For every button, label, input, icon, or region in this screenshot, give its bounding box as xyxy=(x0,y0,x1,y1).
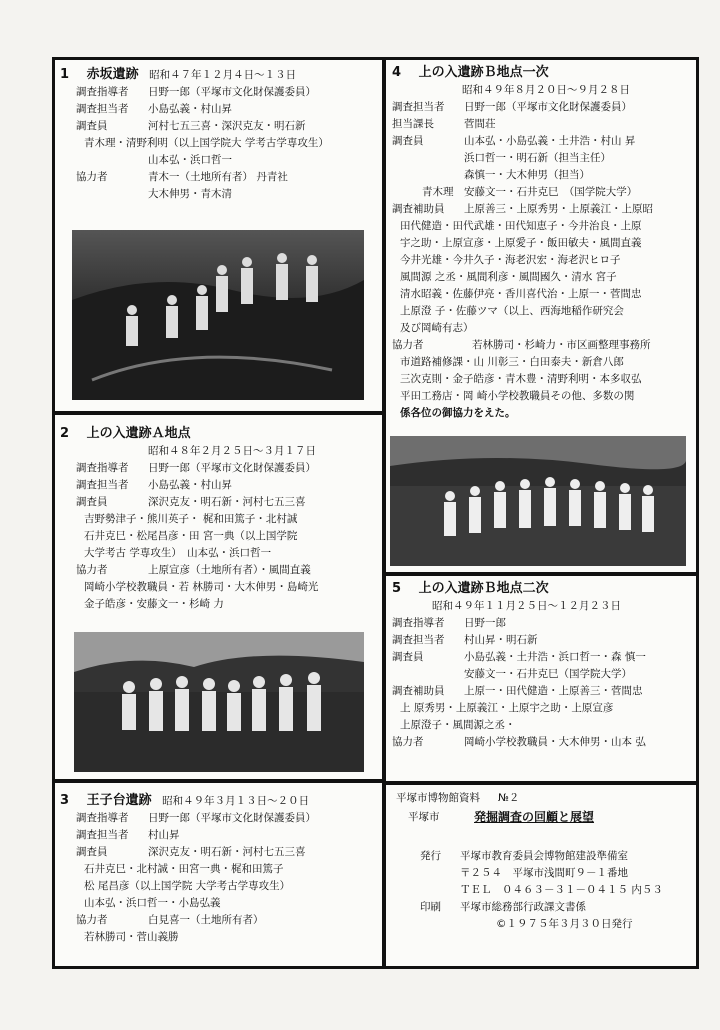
role-label: 調査担当者 xyxy=(76,103,129,115)
staff-continuation: 宇之助・上原宣彦・上原愛子・飯田敏夫・風間直義 xyxy=(400,237,642,249)
role-value: 日野一郎 xyxy=(464,617,506,629)
staff-continuation: 森慎一・大木伸男（担当） xyxy=(464,169,590,181)
staff-row xyxy=(392,734,692,751)
section-number: 5 xyxy=(392,581,402,596)
staff-row xyxy=(392,337,692,354)
staff-row xyxy=(392,99,692,116)
role-value: 村山昇・明石新 xyxy=(464,634,538,646)
role-label: 協力者 xyxy=(76,564,108,576)
staff-continuation: 上原澄 子・佐藤ツマ（以上、西海地稲作研究会 xyxy=(400,305,624,317)
section-4-heading xyxy=(392,64,692,82)
publisher-name: 平塚市教育委員会博物館建設準備室 xyxy=(460,850,628,862)
staff-continuation: 山本弘・浜口哲一 xyxy=(148,154,232,166)
role-label: 調査担当者 xyxy=(76,479,129,491)
survey-date: 昭和４８年２月２５日～３月１７日 xyxy=(148,445,316,457)
role-label: 協力者 xyxy=(76,171,108,183)
staff-continuation: 田代健造・田代武雄・田代知恵子・今井治良・上原 xyxy=(400,220,642,232)
staff-row xyxy=(76,118,378,135)
divider-4-5 xyxy=(383,572,696,576)
column-divider xyxy=(382,57,386,966)
issue-date: ©１９７５年３月３０日発行 xyxy=(496,918,633,930)
staff-continuation: 係各位の御協力をえた。 xyxy=(400,407,516,419)
role-value: 岡崎小学校教職員・大木伸男・山本 弘 xyxy=(464,736,646,748)
role-label: 調査指導者 xyxy=(76,812,129,824)
publisher-phone: ＴＥＬ ０４６３－３１－０４１５ 内５３ xyxy=(460,884,663,896)
staff-row xyxy=(76,84,378,101)
section-2 xyxy=(60,425,378,613)
site-name: 上の入遺跡Ａ地点 xyxy=(86,426,191,441)
role-value: 上原善三・上原秀男・上原義江・上原昭 xyxy=(464,203,653,215)
staff-row xyxy=(76,494,378,511)
staff-continuation: 上 原秀男・上原義江・上原宇之助・上原宣彦 xyxy=(400,702,614,714)
staff-continuation: 若林勝司・菅山義勝 xyxy=(84,931,179,943)
role-label: 調査担当者 xyxy=(392,634,445,646)
role-label: 協力者 xyxy=(392,736,424,748)
printer-name: 平塚市総務部行政課文書係 xyxy=(460,901,586,913)
publisher-city: 平塚市 xyxy=(408,811,440,823)
staff-continuation: 風間源 之丞・風間利彦・風間國久・清水 宮子 xyxy=(400,271,617,283)
role-label: 担当課長 xyxy=(392,118,434,130)
section-1-heading xyxy=(60,66,378,84)
role-label: 調査員 xyxy=(76,120,108,132)
role-label: 調査員 xyxy=(76,496,108,508)
staff-continuation: 吉野勢津子・熊川英子・ 梶和田篤子・北村誠 xyxy=(84,513,298,525)
staff-row xyxy=(76,844,378,861)
role-value: 小島弘義・村山昇 xyxy=(148,479,232,491)
section-number: 4 xyxy=(392,65,402,80)
site-name: 上の入遺跡Ｂ地点一次 xyxy=(418,65,549,80)
site-name: 赤坂遺跡 xyxy=(86,67,139,82)
series-name: 平塚市博物館資料 xyxy=(396,792,480,804)
role-label: 調査補助員 xyxy=(392,685,445,697)
role-value: 小島弘義・土井浩・浜口哲一・森 慎一 xyxy=(464,651,646,663)
staff-row xyxy=(76,101,378,118)
role-label: 調査指導者 xyxy=(392,617,445,629)
staff-continuation: 岡崎小学校教職員・若 林勝司・大木伸男・島崎光 xyxy=(84,581,319,593)
role-label: 発行 xyxy=(420,850,441,862)
staff-row xyxy=(76,912,378,929)
staff-row xyxy=(76,562,378,579)
role-label: 調査員 xyxy=(76,846,108,858)
staff-continuation: 上原澄子・風間源之丞・ xyxy=(400,719,516,731)
staff-continuation: 青木理・清野利明（以上国学院大 学考古学専攻生） xyxy=(84,137,329,149)
role-value: 日野一郎（平塚市文化財保護委員） xyxy=(148,462,316,474)
section-number: 2 xyxy=(60,426,70,441)
staff-continuation: 今井光雄・今井久子・海老沢宏・海老沢ヒロ子 xyxy=(400,254,621,266)
publisher-row xyxy=(396,848,692,865)
role-label: 調査指導者 xyxy=(76,86,129,98)
role-label: 印刷 xyxy=(420,901,441,913)
section-2-heading xyxy=(60,425,378,443)
staff-row xyxy=(392,632,692,649)
staff-continuation: 松 尾昌彦（以上国学院 大学考古学専攻生） xyxy=(84,880,291,892)
staff-continuation: 大学考古 学専攻生） 山本弘・浜口哲一 xyxy=(84,547,272,559)
staff-row xyxy=(392,133,692,150)
staff-continuation: 浜口哲一・明石新（担当主任） xyxy=(464,152,611,164)
staff-continuation: 市道路補修課・山 川彰三・白田泰夫・新倉八郎 xyxy=(400,356,624,368)
survey-date: 昭和４９年８月２０日～９月２８日 xyxy=(462,84,630,96)
role-value: 河村七五三喜・深沢克友・明石新 xyxy=(148,120,306,132)
staff-row xyxy=(392,201,692,218)
series-number: №２ xyxy=(498,792,520,804)
staff-continuation: 大木伸男・青木清 xyxy=(148,188,232,200)
staff-row xyxy=(76,810,378,827)
title-line xyxy=(396,809,692,826)
printer-row xyxy=(396,899,692,916)
divider-1-2 xyxy=(52,411,385,415)
staff-continuation: 山本弘・浜口哲一・小島弘義 xyxy=(84,897,221,909)
section-3-heading xyxy=(60,792,378,810)
survey-date: 昭和４９年３月１３日～２０日 xyxy=(162,795,310,807)
survey-date: 昭和４７年１２月４日～１３日 xyxy=(149,69,297,81)
staff-continuation: 石井克巳・松尾昌彦・田 宮一典（以上国学院 xyxy=(84,530,298,542)
section-5-heading xyxy=(392,580,692,598)
staff-row xyxy=(392,615,692,632)
section-3 xyxy=(60,792,378,946)
colophon xyxy=(396,790,692,933)
staff-row xyxy=(392,116,692,133)
divider-2-3 xyxy=(52,779,385,783)
section-number: 1 xyxy=(60,67,70,82)
staff-row xyxy=(392,683,692,700)
role-label: 調査員 xyxy=(392,135,424,147)
role-value: 白見喜一（土地所有者） xyxy=(148,914,264,926)
role-value: 小島弘義・村山昇 xyxy=(148,103,232,115)
role-label: 協力者 xyxy=(76,914,108,926)
staff-row xyxy=(76,827,378,844)
staff-continuation: 清水昭義・佐藤伊亮・香川喜代治・上原一・菅間忠 xyxy=(400,288,642,300)
role-value: 青木一（土地所有者） 丹青社 xyxy=(148,171,288,183)
staff-continuation: 青木理 安藤文一・石井克巳 （国学院大学） xyxy=(422,186,638,198)
role-value: 村山昇 xyxy=(148,829,180,841)
publisher-address: 〒２５４ 平塚市浅間町９－１番地 xyxy=(460,867,628,879)
section-5 xyxy=(392,580,692,751)
section-number: 3 xyxy=(60,793,70,808)
role-value: 上原一・田代健造・上原善三・菅間忠 xyxy=(464,685,643,697)
role-label: 協力者 xyxy=(392,339,424,351)
role-value: 若林勝司・杉崎力・市区画整理事務所 xyxy=(472,339,651,351)
role-value: 上原宣彦（土地所有者）・風間直義 xyxy=(148,564,311,576)
staff-continuation: 石井克巳・北村誠・田宮一典・梶和田篤子 xyxy=(84,863,284,875)
role-label: 調査員 xyxy=(392,651,424,663)
role-value: 日野一郎（平塚市文化財保護委員） xyxy=(148,812,316,824)
site-name: 王子台遺跡 xyxy=(86,793,152,808)
excavation-photo-1 xyxy=(72,230,364,400)
role-label: 調査指導者 xyxy=(76,462,129,474)
divider-5-colophon xyxy=(383,781,696,785)
role-label: 調査補助員 xyxy=(392,203,445,215)
role-value: 菅間荘 xyxy=(464,118,496,130)
role-label: 調査担当者 xyxy=(76,829,129,841)
staff-row xyxy=(76,169,378,186)
staff-continuation: 及び岡崎有志） xyxy=(400,322,474,334)
booklet-title: 発掘調査の回顧と展望 xyxy=(474,810,595,824)
staff-continuation: 三次克則・金子皓彦・青木豊・清野利明・本多収弘 xyxy=(400,373,642,385)
role-value: 日野一郎（平塚市文化財保護委員） xyxy=(464,101,632,113)
site-name: 上の入遺跡Ｂ地点二次 xyxy=(418,581,549,596)
staff-continuation: 平田工務店・岡 崎小学校教職員その他、多数の関 xyxy=(400,390,635,402)
section-4 xyxy=(392,64,692,422)
role-value: 深沢克友・明石新・河村七五三喜 xyxy=(148,496,306,508)
survey-date: 昭和４９年１１月２５日～１２月２３日 xyxy=(432,600,621,612)
role-value: 深沢克友・明石新・河村七五三喜 xyxy=(148,846,306,858)
role-value: 日野一郎（平塚市文化財保護委員） xyxy=(148,86,316,98)
excavation-photo-4 xyxy=(390,436,686,566)
series-line xyxy=(396,790,692,807)
role-value: 山本弘・小島弘義・土井浩・村山 昇 xyxy=(464,135,636,147)
staff-row xyxy=(392,649,692,666)
staff-continuation: 安藤文一・石井克巳（国学院大学） xyxy=(464,668,632,680)
staff-row xyxy=(76,460,378,477)
role-label: 調査担当者 xyxy=(392,101,445,113)
staff-row xyxy=(76,477,378,494)
section-1 xyxy=(60,66,378,203)
staff-continuation: 金子皓彦・安藤文一・杉崎 力 xyxy=(84,598,224,610)
excavation-photo-2 xyxy=(74,632,364,772)
